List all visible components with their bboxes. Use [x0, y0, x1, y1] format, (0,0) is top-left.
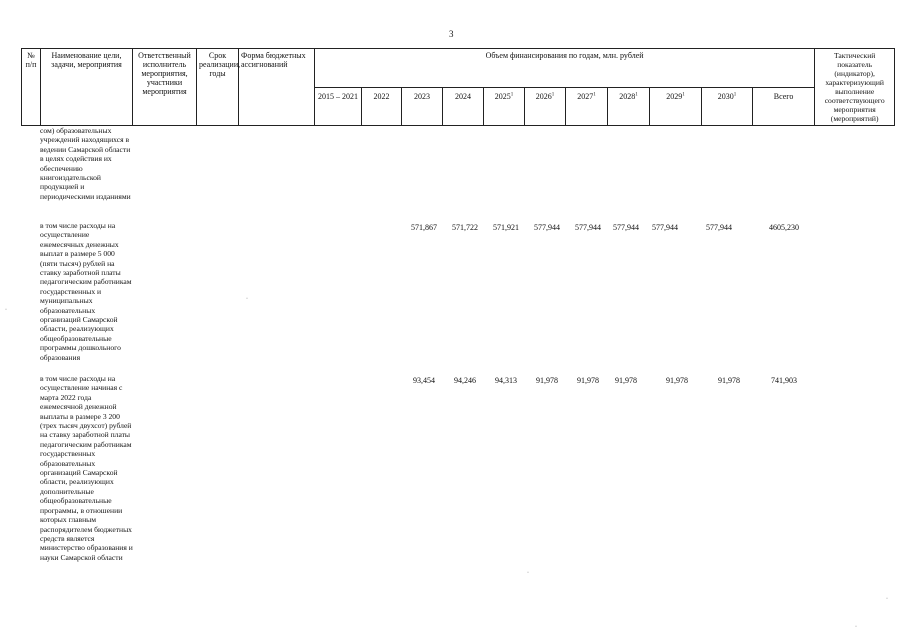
header-col-no: № п/п — [22, 49, 41, 126]
year-cell — [362, 87, 402, 126]
footnote-mark: 1 — [551, 91, 555, 97]
year-label: 2028 — [619, 91, 636, 101]
page-number: 3 — [449, 29, 454, 39]
value-cell: 577,944 — [613, 223, 639, 232]
value-cell: 91,978 — [666, 376, 688, 385]
value-cell: 93,454 — [413, 376, 435, 385]
year-cell — [608, 87, 650, 126]
value-cell: 94,246 — [454, 376, 476, 385]
scan-speck: · — [246, 296, 248, 302]
year-label: 2029 — [666, 91, 683, 101]
year-label: 2030 — [717, 91, 734, 101]
value-cell: 577,944 — [534, 223, 560, 232]
year-label: 2023 — [414, 91, 430, 101]
value-cell: 571,867 — [411, 223, 437, 232]
year-label: 2026 — [535, 91, 552, 101]
header-col-indicator: Тактический показатель (индикатор), характеризующий выполнение соответствующего мероприятия (мероприятий) — [815, 49, 895, 126]
year-label: 2015 – 2021 — [318, 91, 358, 101]
total-header: Всего — [753, 87, 815, 126]
header-col-form: Форма бюджетных ассигнований — [239, 49, 315, 126]
year-cell — [566, 87, 608, 126]
header-col-name: Наименование цели, задачи, мероприятия — [41, 49, 133, 126]
value-cell: 91,978 — [615, 376, 637, 385]
scan-speck: · — [886, 596, 888, 602]
row-name: в том числе расходы на осуществление начиная с марта 2022 года ежемесячной денежной выплаты в размере 3 200 (трех тысяч двухсот) рублей на ставку заработной платы педагогическим работникам государственных образовательных организаций Самарской области, реализующих дополнительные общеобразовательные программы, в отношении которых главным распорядителем бюджетных средств является министерство образования и науки Самарской области — [40, 374, 133, 562]
year-label: 2024 — [455, 91, 471, 101]
year-cell — [315, 87, 362, 126]
header-col-term: Срок реализации, годы — [197, 49, 239, 126]
footnote-mark: 1 — [593, 91, 596, 97]
year-cell — [525, 87, 566, 126]
total-cell: 4605,230 — [769, 223, 799, 232]
scan-speck: · — [5, 307, 7, 313]
value-cell: 94,313 — [495, 376, 517, 385]
scan-speck: · — [855, 624, 857, 630]
value-cell: 577,944 — [706, 223, 732, 232]
row-name: в том числе расходы на осуществление ежемесячных денежных выплат в размере 5 000 (пяти тысяч) рублей на ставку заработной платы педагогическим работникам государственных и муниципальных образовательных организаций Самарской области, реализующих общеобразовательные программы дошкольного образования — [40, 221, 132, 362]
footnote-mark: 1 — [635, 91, 638, 97]
year-cell — [402, 87, 443, 126]
total-cell: 741,903 — [771, 376, 797, 385]
value-cell: 91,978 — [577, 376, 599, 385]
year-label: 2025 — [494, 91, 511, 101]
year-cell — [702, 87, 753, 126]
header-col-responsible: Ответственный исполнитель мероприятия, участники мероприятия — [133, 49, 197, 126]
value-cell: 91,978 — [536, 376, 558, 385]
footnote-mark: 1 — [510, 91, 514, 97]
footnote-mark: 1 — [733, 91, 737, 97]
year-label: 2027 — [577, 91, 594, 101]
value-cell: 577,944 — [575, 223, 601, 232]
value-cell: 571,722 — [452, 223, 478, 232]
year-cell — [650, 87, 702, 126]
value-cell: 577,944 — [652, 223, 678, 232]
year-cell — [443, 87, 484, 126]
header-table — [21, 48, 895, 126]
row-name: сом) образовательных учреждений находящихся в ведении Самарской области в целях содействия их обеспечению книгоиздательской продукцией и периодическими изданиями — [40, 126, 131, 201]
header-col-funding: Объем финансирования по годам, млн. рублей — [315, 49, 815, 88]
value-cell: 91,978 — [718, 376, 740, 385]
year-cell — [484, 87, 525, 126]
year-label: 2022 — [373, 91, 390, 101]
scan-speck: · — [527, 570, 529, 576]
footnote-mark: 1 — [682, 91, 685, 97]
value-cell: 571,921 — [493, 223, 519, 232]
